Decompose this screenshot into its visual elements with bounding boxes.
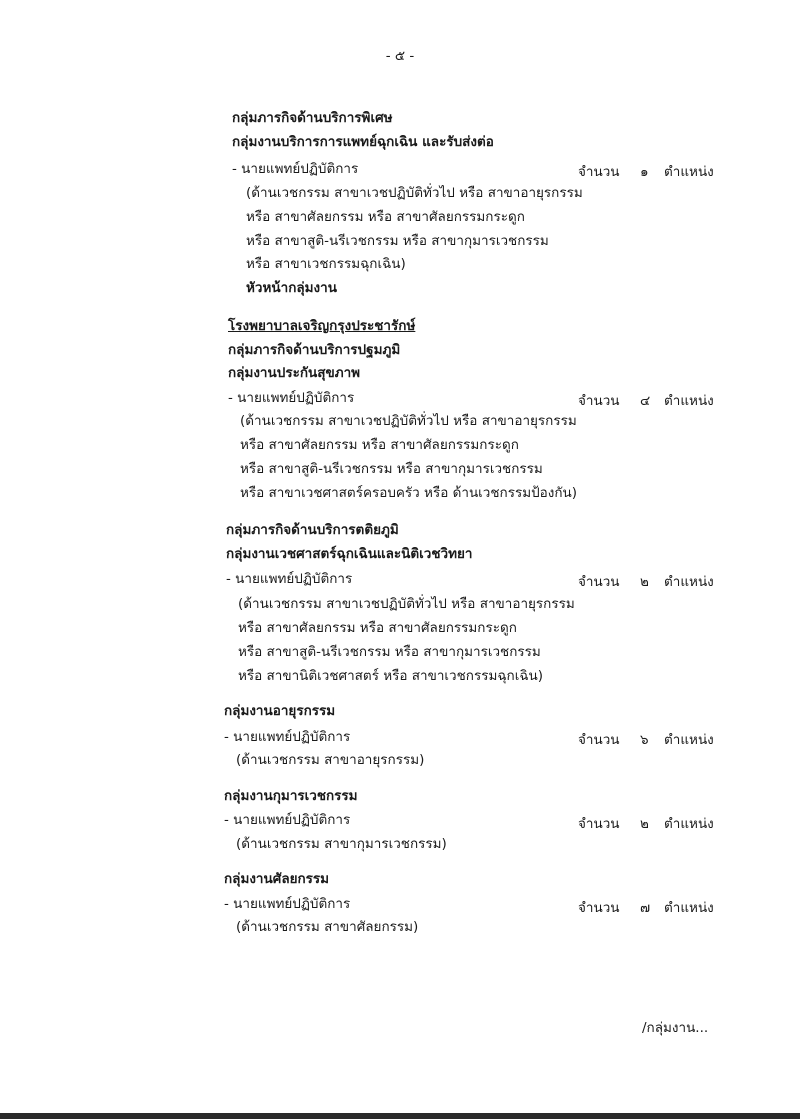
position-title: - นายแพทย์ปฏิบัติการ (224, 729, 351, 745)
position-title: - นายแพทย์ปฏิบัติการ (228, 390, 355, 406)
count-unit: ตำแหน่ง (664, 393, 714, 409)
work-group-heading: กลุ่มงานศัลยกรรม (224, 871, 330, 887)
count-unit: ตำแหน่ง (664, 900, 714, 916)
qualification-line: หรือ สาขาศัลยกรรม หรือ สาขาศัลยกรรมกระดูก (246, 209, 525, 225)
count-label: จำนวน (578, 574, 620, 590)
position-title: - นายแพทย์ปฏิบัติการ (232, 161, 359, 177)
scan-edge (0, 1113, 800, 1119)
count-value: ๒ (640, 574, 649, 590)
work-group-heading: กลุ่มงานอายุรกรรม (224, 703, 336, 719)
qualification-line: หรือ สาขาศัลยกรรม หรือ สาขาศัลยกรรมกระดูก (238, 620, 517, 636)
count-value: ๖ (640, 732, 649, 748)
count-value: ๒ (640, 816, 649, 832)
count-value: ๑ (640, 164, 649, 180)
qualification-line: (ด้านเวชกรรม สาขาเวชปฏิบัติทั่วไป หรือ สาขาอายุรกรรม (240, 413, 577, 429)
work-group-heading: กลุ่มงานกุมารเวชกรรม (224, 788, 358, 804)
count-unit: ตำแหน่ง (664, 164, 714, 180)
qualification-line: หรือ สาขาเวชกรรมฉุกเฉิน) (246, 256, 406, 272)
head-of-group-note: หัวหน้ากลุ่มงาน (246, 280, 337, 296)
count-unit: ตำแหน่ง (664, 816, 714, 832)
count-value: ๔ (640, 393, 651, 409)
position-title: - นายแพทย์ปฏิบัติการ (224, 812, 351, 828)
qualification-line: หรือ สาขาศัลยกรรม หรือ สาขาศัลยกรรมกระดูก (240, 437, 519, 453)
count-label: จำนวน (578, 816, 620, 832)
qualification-line: (ด้านเวชกรรม สาขาเวชปฏิบัติทั่วไป หรือ สาขาอายุรกรรม (246, 185, 583, 201)
hospital-name: โรงพยาบาลเจริญกรุงประชารักษ์ (228, 318, 416, 334)
mission-group-heading: กลุ่มภารกิจด้านบริการพิเศษ (232, 110, 393, 126)
position-title: - นายแพทย์ปฏิบัติการ (224, 896, 351, 912)
count-value: ๗ (640, 900, 651, 916)
position-title: - นายแพทย์ปฏิบัติการ (226, 571, 353, 587)
work-group-heading: กลุ่มงานบริการการแพทย์ฉุกเฉิน และรับส่งต่อ (232, 134, 494, 150)
qualification-line: (ด้านเวชกรรม สาขาศัลยกรรม) (236, 919, 419, 935)
qualification-line: (ด้านเวชกรรม สาขากุมารเวชกรรม) (236, 836, 447, 852)
count-label: จำนวน (578, 732, 620, 748)
work-group-heading: กลุ่มงานประกันสุขภาพ (228, 365, 361, 381)
count-unit: ตำแหน่ง (664, 574, 714, 590)
qualification-line: หรือ สาขาสูติ-นรีเวชกรรม หรือ สาขากุมารเวชกรรม (240, 461, 543, 477)
mission-group-heading: กลุ่มภารกิจด้านบริการปฐมภูมิ (228, 342, 401, 358)
page-number: - ๕ - (385, 48, 415, 64)
mission-group-heading: กลุ่มภารกิจด้านบริการตติยภูมิ (226, 522, 399, 538)
qualification-line: หรือ สาขาสูติ-นรีเวชกรรม หรือ สาขากุมารเวชกรรม (238, 644, 541, 660)
work-group-heading: กลุ่มงานเวชศาสตร์ฉุกเฉินและนิติเวชวิทยา (226, 546, 473, 562)
qualification-line: หรือ สาขานิติเวชศาสตร์ หรือ สาขาเวชกรรมฉุกเฉิน) (238, 668, 544, 684)
qualification-line: หรือ สาขาเวชศาสตร์ครอบครัว หรือ ด้านเวชกรรมป้องกัน) (240, 485, 578, 501)
count-unit: ตำแหน่ง (664, 732, 714, 748)
continuation-note: /กลุ่มงาน... (642, 1020, 709, 1036)
qualification-line: หรือ สาขาสูติ-นรีเวชกรรม หรือ สาขากุมารเวชกรรม (246, 233, 549, 249)
count-label: จำนวน (578, 393, 620, 409)
count-label: จำนวน (578, 164, 620, 180)
qualification-line: (ด้านเวชกรรม สาขาอายุรกรรม) (236, 752, 425, 768)
qualification-line: (ด้านเวชกรรม สาขาเวชปฏิบัติทั่วไป หรือ สาขาอายุรกรรม (238, 596, 575, 612)
count-label: จำนวน (578, 900, 620, 916)
